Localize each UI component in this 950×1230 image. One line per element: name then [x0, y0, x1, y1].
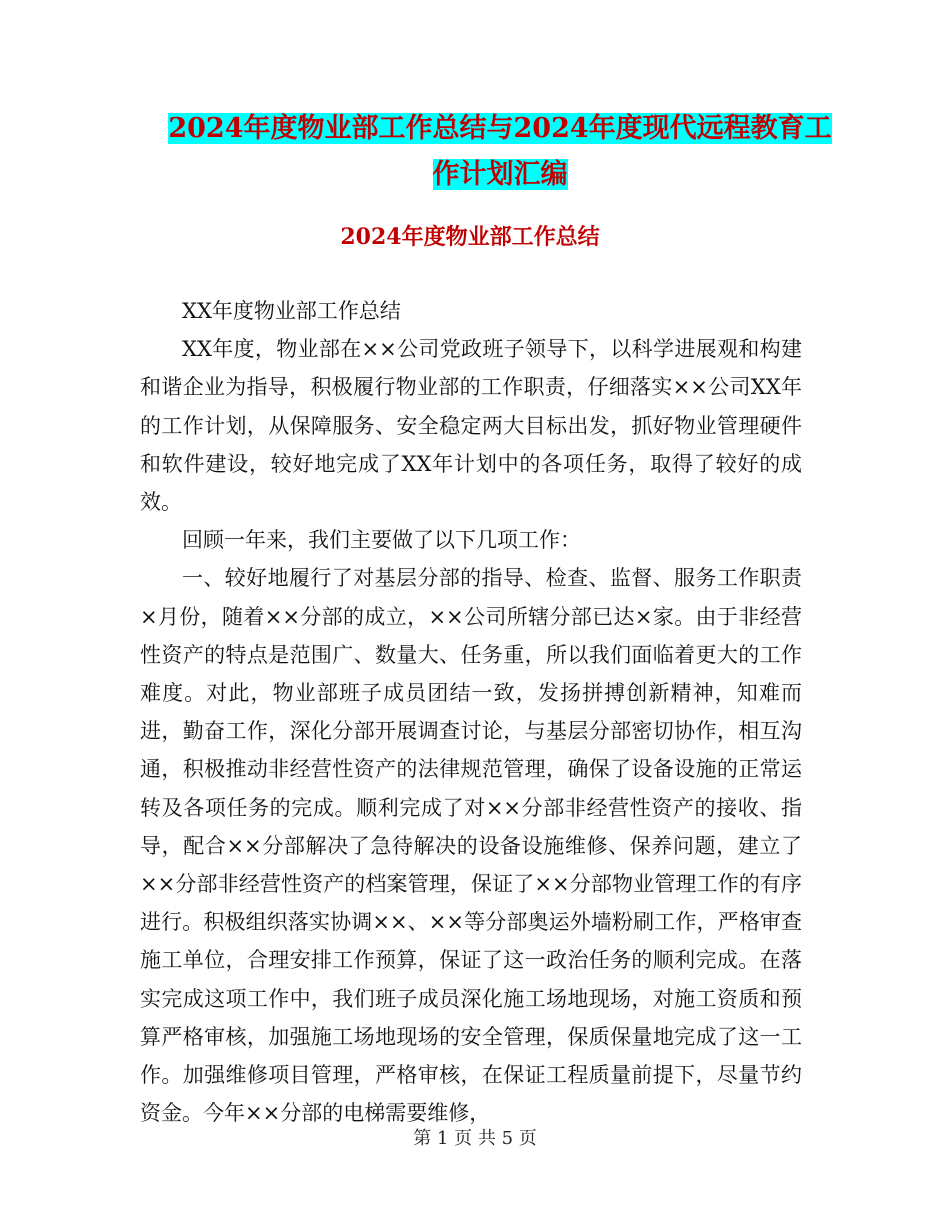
paragraph-heading: XX年度物业部工作总结 [182, 299, 401, 323]
document-title [140, 106, 860, 198]
section-title: 2024年度物业部工作总结 [340, 224, 600, 250]
document-body [140, 292, 802, 1132]
document-title-line-2: 作计划汇编 [432, 159, 568, 190]
paragraph-review: 回顾一年来，我们主要做了以下几项工作： [182, 528, 581, 553]
paragraph-item-one: 一、较好地履行了对基层分部的指导、检查、监督、服务工作职责×月份，随着××分部的成立，××公司所辖分部已达×家。由于非经营性资产的特点是范围广、数量大、任务重，所以我们面临着更大的工作难度。对此，物业部班子成员团结一致，发扬拼搏创新精神，知难而进，勤奋工作，深化分部开展调查讨论，与基层分部密切协作，相互沟通，积极推动非经营性资产的法律规范管理，确保了设备设施的正常运转及各项任务的完成。顺利完成了对××分部非经营性资产的接收、指导，配合××分部解决了急待解决的设备设施维修、保养问题，建立了××分部非经营性资产的档案管理，保证了××分部物业管理工作的有序进行。积极组织落实协调××、××等分部奥运外墙粉刷工作，严格审查施工单位，合理安排工作预算，保证了这一政治任务的顺利完成。在落实完成这项工作中，我们班子成员深化施工场地现场，对施工资质和预算严格审核，加强施工场地现场的安全管理，保质保量地完成了这一工作。加强维修项目管理，严格审核，在保证工程质量前提下，尽量节约资金。今年××分部的电梯需要维修， [140, 566, 802, 1126]
paragraph-intro: XX年度，物业部在××公司党政班子领导下，以科学进展观和构建和谐企业为指导，积极履行物业部的工作职责，仔细落实××公司XX年的工作计划，从保障服务、安全稳定两大目标出发，抓好物业管理硬件和软件建设，较好地完成了XX年计划中的各项任务，取得了较好的成效。 [140, 337, 802, 515]
page-footer: 第 1 页 共 5 页 [413, 1128, 537, 1149]
document-title-line-1: 2024年度物业部工作总结与2024年度现代远程教育工 [168, 113, 832, 144]
